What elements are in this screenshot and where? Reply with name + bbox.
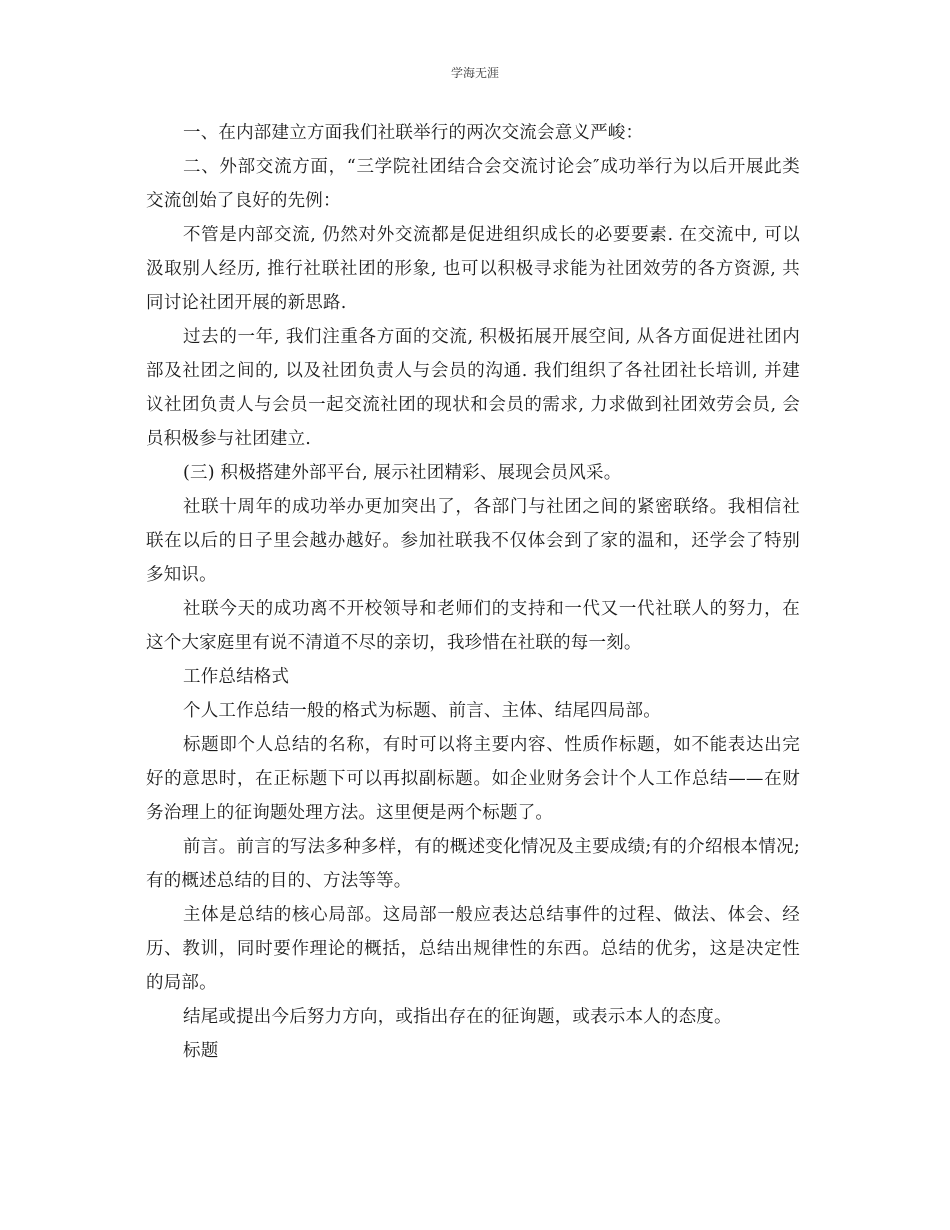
paragraph-3: 不管是内部交流, 仍然对外交流都是促进组织成长的必要要素. 在交流中, 可以汲取别人经历, 推行社联社团的形象, 也可以积极寻求能为社团效劳的各方资源, 共同讨论社团开展的新思路. <box>146 225 800 313</box>
paragraph-12: 主体是总结的核心局部。这局部一般应表达总结事件的过程、做法、体会、经历、教训，同时要作理论的概括，总结出规律性的东西。总结的优劣，这是决定性的局部。 <box>146 905 800 993</box>
paragraph-2: 二、外部交流方面，“三学院社团结合会交流讨论会″成功举行为以后开展此类交流创始了良好的先例： <box>146 157 800 211</box>
paragraph-13: 结尾或提出今后努力方向，或指出存在的征询题，或表示本人的态度。 <box>183 1007 732 1027</box>
section-heading-format: 工作总结格式 <box>183 667 290 687</box>
paragraph-10: 标题即个人总结的名称，有时可以将主要内容、性质作标题，如不能表达出完好的意思时，在正标题下可以再拟副标题。如企业财务会计个人工作总结——在财务治理上的征询题处理方法。这里便是两个标题了。 <box>146 735 800 823</box>
paragraph-9: 个人工作总结一般的格式为标题、前言、主体、结尾四局部。 <box>183 701 661 721</box>
section-heading-title: 标题 <box>183 1041 219 1061</box>
paragraph-4: 过去的一年, 我们注重各方面的交流, 积极拓展开展空间, 从各方面促进社团内部及社团之间的, 以及社团负责人与会员的沟通. 我们组织了各社团社长培训, 并建议社团负责人与会员一起交流社团的现状和会员的需求, 力求做到社团效劳会员, 会员积极参与社团建立. <box>146 327 800 449</box>
paragraph-5: (三) 积极搭建外部平台, 展示社团精彩、展现会员风采。 <box>183 463 622 483</box>
page-header: 学海无涯 <box>450 66 499 80</box>
document-body <box>146 116 800 1068</box>
paragraph-1: 一、在内部建立方面我们社联举行的两次交流会意义严峻： <box>183 123 644 143</box>
paragraph-7: 社联今天的成功离不开校领导和老师们的支持和一代又一代社联人的努力，在这个大家庭里有说不清道不尽的亲切，我珍惜在社联的每一刻。 <box>146 599 800 653</box>
paragraph-11: 前言。前言的写法多种多样，有的概述变化情况及主要成绩;有的介绍根本情况;有的概述总结的目的、方法等等。 <box>146 837 800 891</box>
paragraph-6: 社联十周年的成功举办更加突出了，各部门与社团之间的紧密联络。我相信社联在以后的日子里会越办越好。参加社联我不仅体会到了家的温和，还学会了特别多知识。 <box>146 497 800 585</box>
